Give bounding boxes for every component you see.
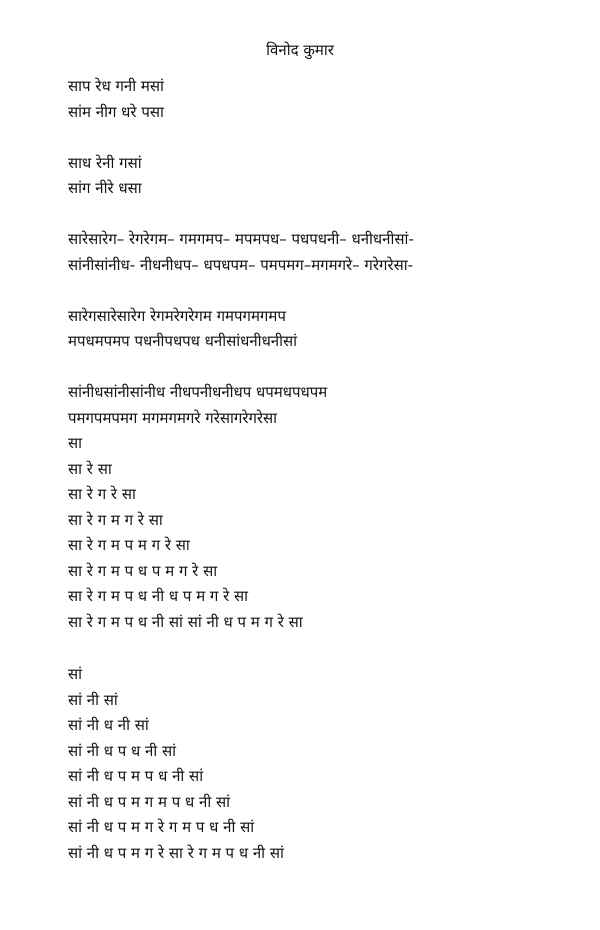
notation-line: सा रे ग म प ध नी सां सां नी ध प म ग रे सा <box>68 612 303 631</box>
notation-line: मपधमपमप पधनीपधपध धनीसांधनीधनीसां <box>68 332 298 350</box>
notation-line: सा रे ग रे सा <box>68 485 136 503</box>
notation-line: सा <box>68 434 83 452</box>
blank-line <box>68 355 588 381</box>
blank-line <box>68 125 588 151</box>
page-title: विनोद कुमार <box>266 41 334 59</box>
notation-line: सांनीधसांनीसांनीध नीधपनीधनीधप धपमधपधपम <box>68 383 328 401</box>
notation-line: सा रे ग म प म ग रे सा <box>68 536 190 554</box>
notation-line: सांग नीरे धसा <box>68 179 142 197</box>
notation-line: सांनीसांनीध- नीधनीधप– धपधपम– पमपमग–मगमगरे– गरेगरेसा- <box>68 255 414 274</box>
notation-line: सांम नीग धरे पसा <box>68 102 164 121</box>
notation-line: सा रे ग म ग रे सा <box>68 510 163 529</box>
notation-line: सा रे ग म प ध प म ग रे सा <box>68 561 218 580</box>
notation-line: साप रेध गनी मसां <box>68 77 164 95</box>
notation-line: सा रे सा <box>68 459 112 478</box>
notation-line: सारेगसारेसारेग रेगमरेगरेगम गमपगमगमप <box>68 306 286 325</box>
blank-line <box>68 202 588 228</box>
notation-line: पमगपमपमग मगमगमगरे गरेसागरेगरेसा <box>68 408 278 427</box>
notation-line: सां नी ध प म ग म प ध नी सां <box>68 792 231 811</box>
notation-line: सां <box>68 665 83 683</box>
notation-line: सां नी सां <box>68 690 118 709</box>
notation-line: साध रेनी गसां <box>68 153 142 172</box>
notation-line: सारेसारेग– रेगरेगम– गमगमप– मपमपध– पधपधनी– धनीधनीसां- <box>68 230 414 248</box>
notation-line: सां नी ध प म ग रे सा रे ग म प ध नी सां <box>68 843 284 862</box>
notation-line: सां नी ध नी सां <box>68 716 149 734</box>
blank-line <box>68 278 588 304</box>
notation-line: सा रे ग म प ध नी ध प म ग रे सा <box>68 587 249 605</box>
notation-line: सां नी ध प म प ध नी सां <box>68 767 204 785</box>
blank-line <box>68 635 588 662</box>
notation-line: सां नी ध प ध नी सां <box>68 741 177 760</box>
notation-line: सां नी ध प म ग रे ग म प ध नी सां <box>68 818 255 836</box>
notation-body <box>68 74 588 866</box>
